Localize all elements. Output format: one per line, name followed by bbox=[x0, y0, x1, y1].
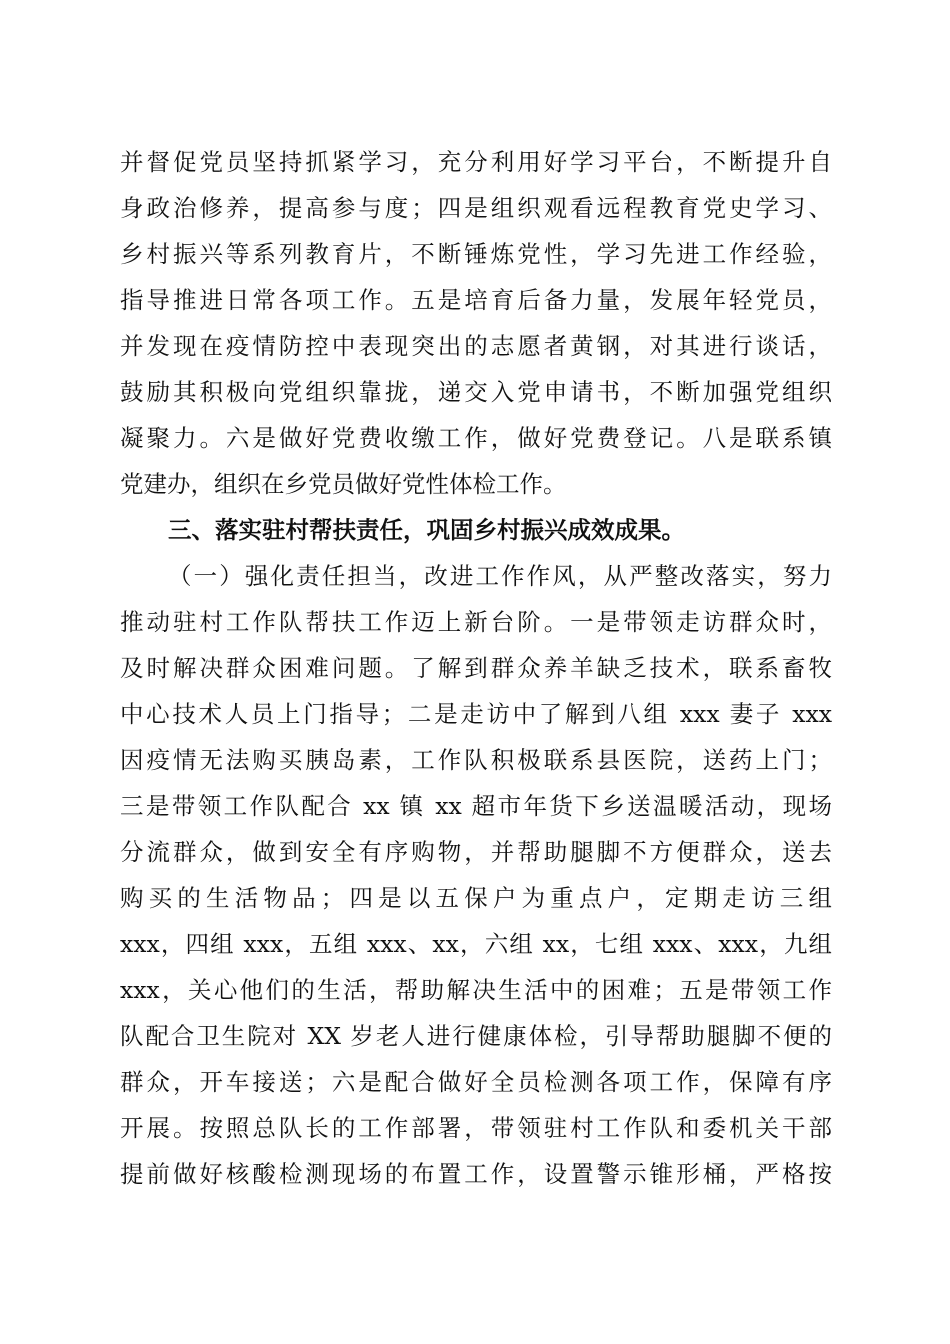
paragraph-line: 凝聚力。六是做好党费收缴工作，做好党费登记。八是联系镇 bbox=[120, 424, 832, 452]
paragraph-line: xxx，关心他们的生活，帮助解决生活中的困难；五是带领工作 bbox=[120, 976, 832, 1004]
paragraph-line: 身政治修养，提高参与度；四是组织观看远程教育党史学习、 bbox=[120, 194, 832, 222]
paragraph-line: 因疫情无法购买胰岛素，工作队积极联系县医院，送药上门； bbox=[120, 746, 832, 774]
paragraph-line: 购买的生活物品；四是以五保户为重点户，定期走访三组 bbox=[120, 884, 832, 912]
paragraph-line: 及时解决群众困难问题。了解到群众养羊缺乏技术，联系畜牧 bbox=[120, 654, 832, 682]
paragraph-line: 三是带领工作队配合 xx 镇 xx 超市年货下乡送温暖活动，现场 bbox=[120, 792, 832, 820]
paragraph-line: 群众，开车接送；六是配合做好全员检测各项工作，保障有序 bbox=[120, 1068, 832, 1096]
paragraph-line: 并发现在疫情防控中表现突出的志愿者黄钢，对其进行谈话， bbox=[120, 332, 832, 360]
paragraph-line: 党建办，组织在乡党员做好党性体检工作。 bbox=[120, 470, 567, 498]
paragraph-line: 分流群众，做到安全有序购物，并帮助腿脚不方便群众，送去 bbox=[120, 838, 832, 866]
paragraph-line: 鼓励其积极向党组织靠拢，递交入党申请书，不断加强党组织 bbox=[120, 378, 832, 406]
paragraph-line: 并督促党员坚持抓紧学习，充分利用好学习平台，不断提升自 bbox=[120, 148, 832, 176]
paragraph-line: 中心技术人员上门指导；二是走访中了解到八组 xxx 妻子 xxx bbox=[120, 700, 832, 728]
paragraph-line: 乡村振兴等系列教育片，不断锤炼党性，学习先进工作经验， bbox=[120, 240, 832, 268]
paragraph-line: 提前做好核酸检测现场的布置工作，设置警示锥形桶，严格按 bbox=[120, 1160, 832, 1188]
paragraph-line: xxx，四组 xxx，五组 xxx、xx，六组 xx，七组 xxx、xxx，九组 bbox=[120, 930, 832, 958]
paragraph-line: 队配合卫生院对 XX 岁老人进行健康体检，引导帮助腿脚不便的 bbox=[120, 1022, 832, 1050]
section-heading: 三、落实驻村帮扶责任，巩固乡村振兴成效成果。 bbox=[168, 516, 685, 544]
paragraph-line: 开展。按照总队长的工作部署，带领驻村工作队和委机关干部 bbox=[120, 1114, 832, 1142]
paragraph-line: 推动驻村工作队帮扶工作迈上新台阶。一是带领走访群众时， bbox=[120, 608, 832, 636]
paragraph-line: 指导推进日常各项工作。五是培育后备力量，发展年轻党员， bbox=[120, 286, 832, 314]
subsection-heading-line: （一）强化责任担当，改进工作作风，从严整改落实，努力 bbox=[168, 562, 832, 590]
